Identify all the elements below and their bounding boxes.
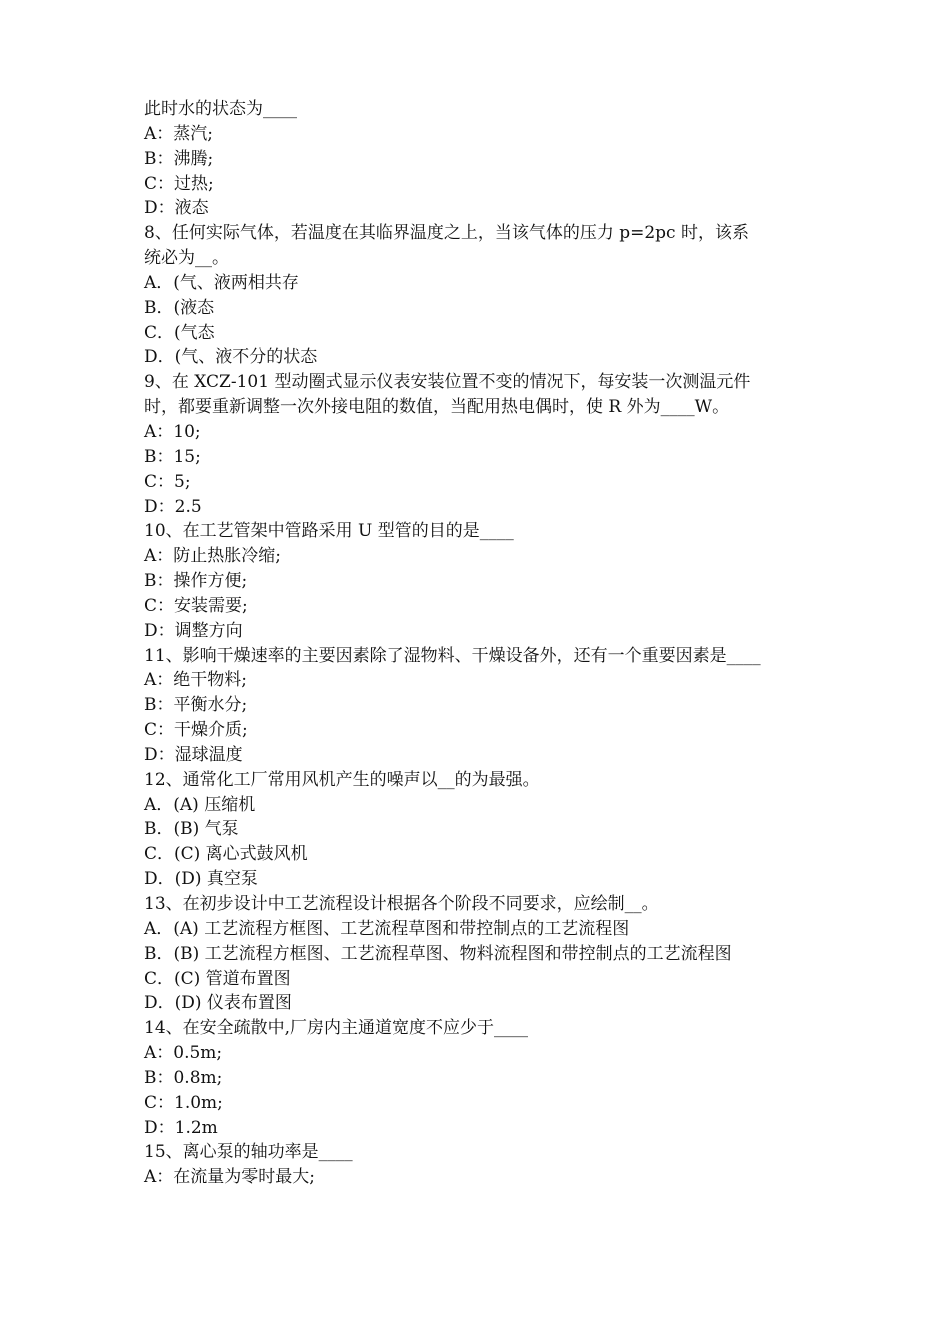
answer-option: D：2.5 (144, 496, 202, 517)
answer-option: B：15; (144, 446, 201, 467)
answer-option: A．(A) 工艺流程方框图、工艺流程草图和带控制点的工艺流程图 (144, 918, 630, 939)
answer-option: A：0.5m; (144, 1043, 223, 1064)
answer-option: C：过热; (144, 173, 214, 194)
question-14: 14、在安全疏散中,厂房内主通道宽度不应少于____ (144, 1018, 529, 1039)
question-12: 12、通常化工厂常用风机产生的噪声以__的为最强。 (144, 769, 540, 790)
answer-option: D．(D) 真空泵 (144, 869, 258, 890)
question-8-continued: 统必为__。 (144, 248, 229, 269)
answer-option: A：防止热胀冷缩; (144, 546, 282, 567)
answer-option: A：在流量为零时最大; (144, 1167, 316, 1188)
answer-option: B．(B) 工艺流程方框图、工艺流程草图、物料流程图和带控制点的工艺流程图 (144, 943, 732, 964)
question-9-continued: 时，都要重新调整一次外接电阻的数值，当配用热电偶时，使 R 外为____W。 (144, 397, 730, 418)
text-line: 此时水的状态为____ (144, 99, 297, 119)
answer-option: C：干燥介质; (144, 720, 248, 741)
question-10: 10、在工艺管架中管路采用 U 型管的目的是____ (144, 521, 514, 542)
answer-option: C：安装需要; (144, 595, 248, 616)
answer-option: D：湿球温度 (144, 744, 243, 765)
answer-option: A：绝干物料; (144, 670, 248, 691)
question-11: 11、影响干燥速率的主要因素除了湿物料、干燥设备外，还有一个重要因素是____ (144, 645, 761, 666)
answer-option: B．(B) 气泵 (144, 819, 239, 840)
answer-option: C．(C) 管道布置图 (144, 968, 291, 989)
question-8: 8、任何实际气体，若温度在其临界温度之上，当该气体的压力 p=2pc 时，该系 (144, 223, 749, 244)
answer-option: D：调整方向 (144, 620, 243, 641)
answer-option: B：操作方便; (144, 571, 248, 592)
document-page (144, 97, 814, 1190)
answer-option: C．(气态 (144, 322, 215, 343)
question-13: 13、在初步设计中工艺流程设计根据各个阶段不同要求，应绘制__。 (144, 894, 659, 914)
answer-option: D．(气、液不分的状态 (144, 347, 318, 368)
answer-option: A：蒸汽; (144, 123, 214, 144)
answer-option: C：1.0m; (144, 1092, 223, 1113)
answer-option: A．(A) 压缩机 (144, 794, 256, 815)
answer-option: D：液态 (144, 198, 209, 219)
answer-option: B：沸腾; (144, 148, 214, 169)
answer-option: C：5; (144, 471, 191, 492)
answer-option: B：0.8m; (144, 1067, 223, 1088)
question-9: 9、在 XCZ-101 型动圈式显示仪表安装位置不变的情况下，每安装一次测温元件 (144, 372, 751, 393)
answer-option: B：平衡水分; (144, 695, 248, 716)
answer-option: A．(气、液两相共存 (144, 272, 299, 293)
answer-option: C．(C) 离心式鼓风机 (144, 844, 308, 865)
answer-option: B．(液态 (144, 297, 215, 318)
question-15: 15、离心泵的轴功率是____ (144, 1142, 353, 1163)
answer-option: D．(D) 仪表布置图 (144, 993, 292, 1014)
answer-option: A：10; (144, 421, 201, 442)
answer-option: D：1.2m (144, 1117, 218, 1138)
